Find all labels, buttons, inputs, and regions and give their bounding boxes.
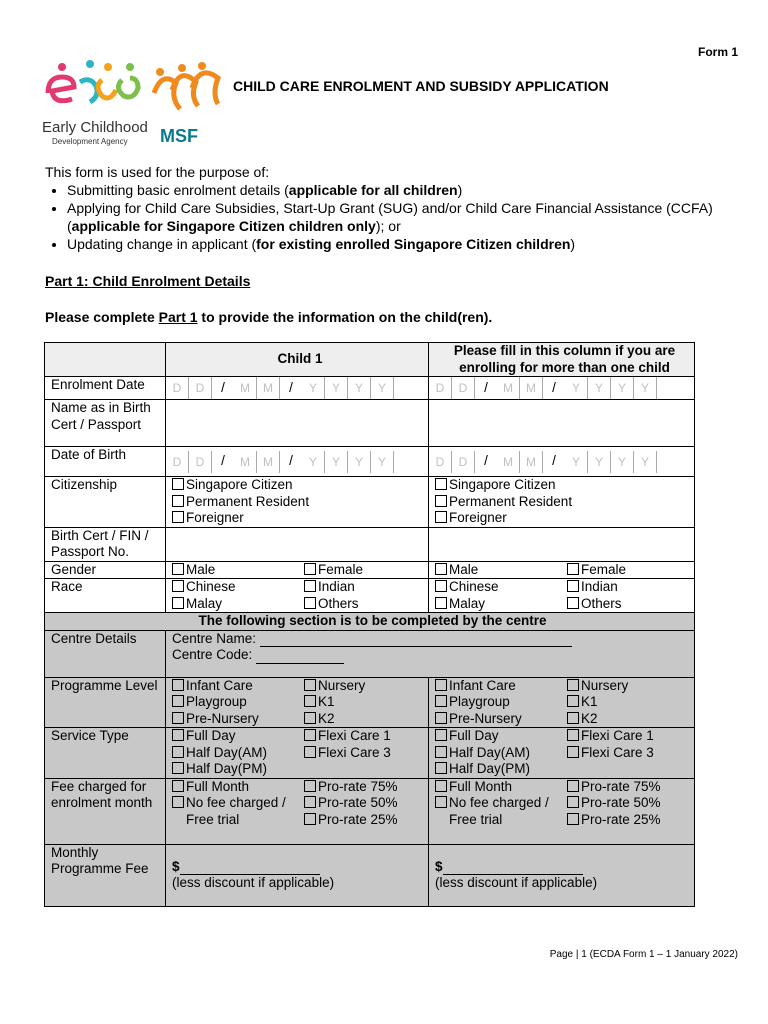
part1-heading: Part 1: Child Enrolment Details — [45, 273, 251, 289]
date-digit-box[interactable]: M — [520, 451, 543, 473]
date-digit-box[interactable]: Y — [302, 377, 325, 399]
checkbox[interactable] — [435, 563, 447, 575]
ecda-msf-logo — [42, 58, 232, 148]
date-digit-box[interactable]: Y — [325, 451, 348, 473]
checkbox[interactable] — [304, 563, 316, 575]
date-digit-box[interactable]: D — [189, 377, 212, 399]
checkbox[interactable] — [304, 796, 316, 808]
label-monthly-fee: Monthly Programme Fee — [45, 844, 166, 906]
checkbox[interactable] — [435, 695, 447, 707]
date-separator: / — [552, 379, 556, 395]
label-enrolment-date: Enrolment Date — [45, 377, 166, 400]
date-digit-box[interactable]: M — [520, 377, 543, 399]
date-digit-box[interactable]: D — [429, 451, 452, 473]
checkbox[interactable] — [304, 597, 316, 609]
child1-name-field[interactable] — [166, 400, 429, 447]
intro-bullet-2: • Applying for Child Care Subsidies, Start-Up Grant (SUG) and/or Child Care Financial Assistance (CCFA) (applicable for Singapore Citizen children only); or — [67, 199, 735, 235]
checkbox[interactable] — [172, 695, 184, 707]
date-digit-box[interactable]: D — [452, 451, 475, 473]
date-digit-box[interactable]: Y — [348, 451, 371, 473]
child2-programme-level[interactable]: Infant Care Nursery Playgroup K1 Pre-Nursery K2 — [429, 677, 695, 728]
child1-programme-level[interactable]: Infant Care Nursery Playgroup K1 Pre-Nursery K2 — [166, 677, 429, 728]
child1-race[interactable]: Chinese Indian Malay Others — [166, 579, 429, 613]
checkbox[interactable] — [172, 746, 184, 758]
checkbox[interactable] — [435, 729, 447, 741]
date-digit-box[interactable]: Y — [634, 451, 657, 473]
checkbox[interactable] — [172, 796, 184, 808]
intro-bullet-1: • Submitting basic enrolment details (applicable for all children) — [67, 181, 735, 199]
svg-text:Early Childhood: Early Childhood — [42, 119, 148, 136]
label-dob: Date of Birth — [45, 447, 166, 477]
enrolment-table — [44, 342, 695, 907]
checkbox[interactable] — [567, 712, 579, 724]
date-digit-box[interactable]: Y — [634, 377, 657, 399]
child2-race[interactable]: Chinese Indian Malay Others — [429, 579, 695, 613]
checkbox[interactable] — [435, 597, 447, 609]
label-birth-cert: Birth Cert / FIN / Passport No. — [45, 527, 166, 561]
checkbox[interactable] — [567, 813, 579, 825]
checkbox[interactable] — [435, 580, 447, 592]
child1-monthly-fee[interactable]: $ (less discount if applicable) — [166, 844, 429, 906]
date-digit-box[interactable]: D — [166, 451, 189, 473]
part1-instruction: Please complete Part 1 to provide the information on the child(ren). — [45, 309, 493, 325]
date-digit-box[interactable]: M — [257, 377, 280, 399]
checkbox[interactable] — [172, 511, 184, 523]
page-footer: Page | 1 (ECDA Form 1 – 1 January 2022) — [549, 949, 738, 960]
date-digit-box[interactable]: Y — [588, 377, 611, 399]
checkbox[interactable] — [567, 746, 579, 758]
child1-header: Child 1 — [166, 343, 429, 377]
child2-enrolment-date[interactable] — [429, 377, 695, 400]
date-digit-box[interactable]: D — [189, 451, 212, 473]
date-digit-box[interactable]: Y — [565, 451, 588, 473]
date-separator: / — [484, 379, 488, 395]
checkbox[interactable] — [435, 762, 447, 774]
label-programme-level: Programme Level — [45, 677, 166, 728]
svg-text:MSF: MSF — [160, 126, 198, 146]
label-race: Race — [45, 579, 166, 613]
msf-logo-icon — [154, 62, 218, 109]
centre-details-field[interactable]: Centre Name: Centre Code: — [166, 630, 695, 677]
date-digit-box[interactable]: D — [429, 377, 452, 399]
form-number: Form 1 — [697, 45, 738, 59]
child2-monthly-fee[interactable]: $ (less discount if applicable) — [429, 844, 695, 906]
child1-enrolment-date[interactable] — [166, 377, 429, 400]
date-separator: / — [289, 379, 293, 395]
checkbox[interactable] — [304, 729, 316, 741]
form-title: CHILD CARE ENROLMENT AND SUBSIDY APPLICATION — [233, 78, 609, 94]
checkbox[interactable] — [435, 478, 447, 490]
checkbox[interactable] — [435, 780, 447, 792]
ecda-logo-icon — [48, 60, 138, 102]
svg-text:Development Agency: Development Agency — [52, 137, 128, 146]
checkbox[interactable] — [567, 780, 579, 792]
child2-citizenship[interactable]: Singapore Citizen Permanent Resident Foreigner — [429, 477, 695, 528]
date-digit-box[interactable]: Y — [348, 377, 371, 399]
checkbox[interactable] — [172, 762, 184, 774]
date-digit-box[interactable]: Y — [325, 377, 348, 399]
label-gender: Gender — [45, 561, 166, 579]
child1-birth-cert-field[interactable] — [166, 527, 429, 561]
intro-lead: This form is used for the purpose of: — [45, 164, 270, 180]
date-digit-box[interactable]: M — [257, 451, 280, 473]
checkbox[interactable] — [304, 679, 316, 691]
centre-section-banner: The following section is to be completed by the centre — [45, 613, 695, 631]
checkbox[interactable] — [304, 813, 316, 825]
child2-service-type[interactable]: Full Day Flexi Care 1 Half Day(AM) Flexi Care 3 Half Day(PM) — [429, 728, 695, 779]
date-separator: / — [221, 379, 225, 395]
date-digit-box[interactable]: Y — [611, 377, 634, 399]
date-digit-box[interactable]: M — [497, 451, 520, 473]
child2-name-field[interactable] — [429, 400, 695, 447]
checkbox[interactable] — [567, 563, 579, 575]
child1-citizenship[interactable]: Singapore Citizen Permanent Resident Foreigner — [166, 477, 429, 528]
checkbox[interactable] — [435, 495, 447, 507]
date-digit-box[interactable]: Y — [371, 377, 394, 399]
checkbox[interactable] — [172, 495, 184, 507]
checkbox[interactable] — [567, 580, 579, 592]
child2-birth-cert-field[interactable] — [429, 527, 695, 561]
date-digit-box[interactable]: M — [497, 377, 520, 399]
checkbox[interactable] — [172, 580, 184, 592]
checkbox[interactable] — [567, 729, 579, 741]
date-digit-box[interactable]: Y — [371, 451, 394, 473]
checkbox[interactable] — [304, 712, 316, 724]
checkbox[interactable] — [567, 796, 579, 808]
date-separator: / — [289, 453, 293, 469]
date-digit-box[interactable]: M — [234, 377, 257, 399]
child2-gender[interactable]: Male Female — [429, 561, 695, 579]
label-fee-charged: Fee charged for enrolment month — [45, 778, 166, 844]
header-blank — [45, 343, 166, 377]
date-digit-box[interactable]: Y — [302, 451, 325, 473]
centre-code-line[interactable] — [256, 663, 344, 664]
label-centre-details: Centre Details — [45, 630, 166, 677]
label-service-type: Service Type — [45, 728, 166, 779]
checkbox[interactable] — [172, 729, 184, 741]
label-citizenship: Citizenship — [45, 477, 166, 528]
child1-dob[interactable] — [166, 447, 429, 477]
checkbox[interactable] — [172, 478, 184, 490]
date-digit-box[interactable]: Y — [588, 451, 611, 473]
child1-fee-charged[interactable]: Full Month Pro-rate 75% No fee charged / Pro-rate 50% Free trial Pro-rate 25% — [166, 778, 429, 844]
checkbox[interactable] — [567, 679, 579, 691]
date-separator: / — [484, 453, 488, 469]
checkbox[interactable] — [567, 695, 579, 707]
intro-bullet-3: • Updating change in applicant (for existing enrolled Singapore Citizen children) — [67, 235, 735, 253]
child2-fee-charged[interactable]: Full Month Pro-rate 75% No fee charged / Pro-rate 50% Free trial Pro-rate 25% — [429, 778, 695, 844]
child1-gender[interactable]: Male Female — [166, 561, 429, 579]
checkbox[interactable] — [567, 597, 579, 609]
checkbox[interactable] — [172, 597, 184, 609]
checkbox[interactable] — [435, 511, 447, 523]
checkbox[interactable] — [304, 695, 316, 707]
date-separator: / — [552, 453, 556, 469]
checkbox[interactable] — [172, 563, 184, 575]
checkbox[interactable] — [304, 580, 316, 592]
child2-header: Please fill in this column if you are enrolling for more than one child — [429, 343, 695, 377]
checkbox[interactable] — [172, 780, 184, 792]
checkbox[interactable] — [435, 796, 447, 808]
checkbox[interactable] — [172, 679, 184, 691]
child2-dob[interactable] — [429, 447, 695, 477]
date-separator: / — [221, 453, 225, 469]
date-digit-box[interactable]: M — [234, 451, 257, 473]
label-name: Name as in Birth Cert / Passport — [45, 400, 166, 447]
checkbox[interactable] — [304, 780, 316, 792]
date-digit-box[interactable]: D — [452, 377, 475, 399]
checkbox[interactable] — [435, 679, 447, 691]
date-digit-box[interactable]: D — [166, 377, 189, 399]
child1-service-type[interactable]: Full Day Flexi Care 1 Half Day(AM) Flexi Care 3 Half Day(PM) — [166, 728, 429, 779]
checkbox[interactable] — [304, 746, 316, 758]
checkbox[interactable] — [435, 712, 447, 724]
checkbox[interactable] — [172, 712, 184, 724]
date-digit-box[interactable]: Y — [565, 377, 588, 399]
checkbox[interactable] — [435, 746, 447, 758]
date-digit-box[interactable]: Y — [611, 451, 634, 473]
intro-section — [45, 163, 735, 253]
